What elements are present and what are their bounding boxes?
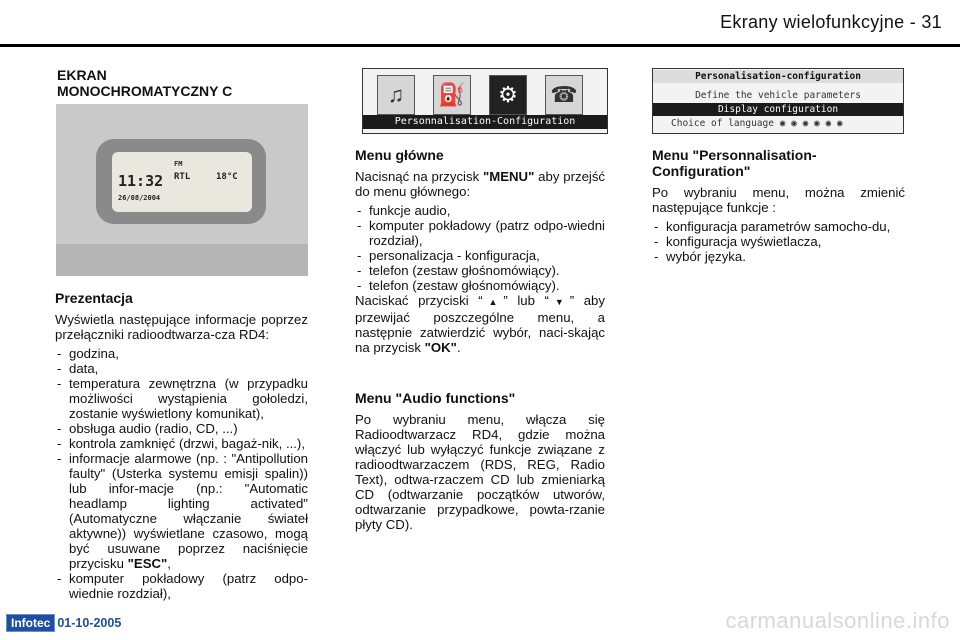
config-option-display: Display configuration — [653, 103, 903, 116]
phone-icon: ☎ — [545, 75, 583, 115]
menu-button-label: "MENU" — [483, 169, 535, 184]
main-menu-intro — [355, 169, 605, 199]
audio-icon: ♫ — [377, 75, 415, 115]
column-personalisation — [652, 147, 905, 264]
audio-functions-text: Po wybraniu menu, włącza się Radioodtwarzacz RD4, gdzie można włączyć lub wyłączyć funkcje związane z radioodtwarzaczem (RDS, REG, Radio Text), odtwa-rzaczem CD lub zmieniarką CD (odtwarzanie początków utworów, odtwarzanie przypadkowe, powta-rzanie płyty CD). — [355, 412, 605, 532]
config-option-vehicle: Define the vehicle parameters — [695, 90, 861, 101]
arrow-up-icon: ▲ — [482, 297, 504, 307]
page-header-title: Ekrany wielofunkcyjne - 31 — [720, 12, 942, 32]
list-item: - temperatura zewnętrzna (w przypadku możliwości wystąpienia gołoledzi, zostanie wyświetlony komunikat), — [55, 376, 308, 421]
personalisation-intro: Po wybraniu menu, można zmienić następujące funkcje : — [652, 185, 905, 215]
heading-prezentacja: Prezentacja — [55, 290, 133, 306]
presentation-intro: Wyświetla następujące informacje poprzez przełączniki radioodtwarza-cza RD4: — [55, 312, 308, 342]
esc-suffix: , — [167, 556, 171, 571]
footer — [6, 614, 121, 632]
menu-bar-label: Personnalisation-Configuration — [363, 115, 607, 129]
section-title-line2: MONOCHROMATYCZNY C — [57, 83, 233, 99]
section-title-line1: EKRAN — [57, 67, 107, 83]
column-presentation — [55, 290, 308, 601]
intro-prefix: Nacisnąć na przycisk — [355, 169, 480, 184]
main-menu-list — [355, 203, 605, 293]
display-freq: FM — [174, 160, 183, 168]
list-item-text: informacje alarmowe (np. : "Antipollution faulty" (Usterka systemu emisji spalin)) lub infor-macje (np.: "Automatic headlamp lighting activated" (Automatyczne włączanie świateł aktywne)) wyświetlane czasowo, mogą być usuwane poprzez naciśnięcie przycisku — [69, 451, 308, 571]
list-item: - funkcje audio, — [355, 203, 605, 218]
display-date: 26/08/2004 — [118, 194, 161, 202]
config-option-language-label: Choice of language — [671, 118, 774, 129]
config-screen-title: Personalisation-configuration — [653, 70, 903, 83]
list-item: - personalizacja - konfiguracja, — [355, 248, 605, 263]
footer-date: 01-10-2005 — [57, 616, 122, 630]
monochrome-screen — [112, 152, 252, 212]
column-main-menu — [355, 147, 605, 359]
ok-button-label: "OK" — [424, 340, 457, 355]
dashboard-shade — [56, 244, 308, 276]
config-option-language — [653, 117, 903, 130]
list-item: - obsługa audio (radio, CD, ...) — [55, 421, 308, 436]
arrow-down-icon: ▼ — [548, 297, 570, 307]
heading-audio-functions: Menu "Audio functions" — [355, 390, 516, 406]
navigation-text — [355, 293, 605, 355]
esc-label: "ESC" — [127, 556, 168, 571]
list-item: - telefon (zestaw głośnomówiący). — [355, 278, 605, 293]
heading-personnalisation: Menu "Personnalisation-Configuration" — [652, 147, 817, 179]
fuel-pump-icon: ⛽ — [433, 75, 471, 115]
nav-suffix: ” aby przewijać poszczególne menu, a następnie zatwierdzić wybór, naci-skając na przycisk — [355, 293, 605, 355]
display-temp: 18°C — [216, 172, 238, 182]
watermark: carmanualsonline.info — [725, 608, 950, 633]
display-time: 11:32 — [118, 172, 164, 190]
list-item — [55, 451, 308, 571]
list-item: - data, — [55, 361, 308, 376]
list-item: - wybór języka. — [652, 249, 905, 264]
settings-icon: ⚙ — [489, 75, 527, 115]
list-item: - komputer pokładowy (patrz odpo-wiedni rozdział), — [355, 218, 605, 248]
display-photo — [56, 104, 308, 276]
header-rule — [0, 44, 960, 47]
configuration-screen — [652, 68, 904, 134]
list-item: - kontrola zamknięć (drzwi, bagaż-nik, ...), — [55, 436, 308, 451]
section-title — [57, 67, 307, 99]
intro-suffix: aby przejść do menu głównego: — [355, 169, 606, 199]
personalisation-list — [652, 219, 905, 264]
nav-mid: ” lub “ — [503, 293, 549, 308]
audio-functions-section — [355, 390, 605, 536]
heading-menu-glowne: Menu główne — [355, 147, 444, 163]
list-item: - konfiguracja parametrów samocho-du, — [652, 219, 905, 234]
list-item: - konfiguracja wyświetlacza, — [652, 234, 905, 249]
list-item: - komputer pokładowy (patrz odpo-wiednie rozdział), — [55, 571, 308, 601]
nav-end: . — [456, 340, 461, 355]
list-item: - telefon (zestaw głośnomówiący). — [355, 263, 605, 278]
list-item: - godzina, — [55, 346, 308, 361]
language-flags-icon: ◉ ◉ ◉ ◉ ◉ ◉ — [779, 118, 843, 129]
infotec-logo: Infotec — [6, 614, 55, 632]
nav-prefix: Naciskać przyciski “ — [355, 293, 483, 308]
presentation-list — [55, 346, 308, 601]
display-band: RTL — [174, 172, 191, 182]
main-menu-screen — [362, 68, 608, 134]
